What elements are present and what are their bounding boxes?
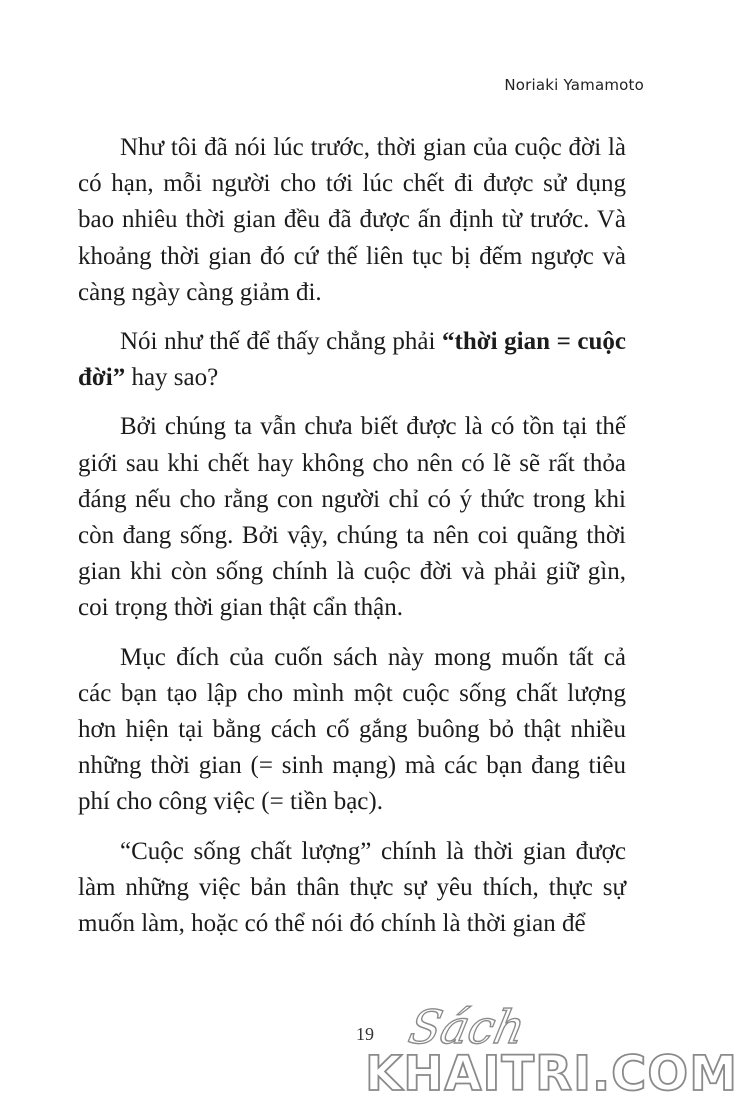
paragraph-1: Như tôi đã nói lúc trước, thời gian của cuộc đời là có hạn, mỗi người cho tới lúc chết đi được sử dụng bao nhiêu thời gian đều đã được ấn định từ trước. Và khoảng thời gian đó cứ thế liên tục bị đếm ngược và càng ngày càng giảm đi. [78, 134, 626, 306]
paragraph-2-emphasis: “thời gian = cuộc đời” [78, 328, 626, 392]
paragraph-5: “Cuộc sống chất lượng” chính là thời gian được làm những việc bản thân thực sự yêu thích, thực sự muốn làm, hoặc có thể nói đó chính là thời gian để [78, 837, 626, 938]
body-text [78, 130, 626, 955]
paragraph-2-lead: Nói như thế để thấy chẳng phải [120, 328, 443, 356]
page-number: 19 [356, 1024, 374, 1044]
watermark-block-text: KHAITRI.COM [365, 1046, 738, 1102]
paragraph-3: Bởi chúng ta vẫn chưa biết được là có tồn tại thế giới sau khi chết hay không cho nên có lẽ sẽ rất thỏa đáng nếu cho rằng con người chỉ có ý thức trong khi còn đang sống. Bởi vậy, chúng ta nên coi quãng thời gian khi còn sống chính là cuộc đời và phải giữ gìn, coi trọng thời gian thật cẩn thận. [78, 413, 626, 622]
paragraph-2-tail: hay sao? [125, 364, 219, 392]
running-header: Noriaki Yamamoto [504, 76, 644, 94]
paragraph-4: Mục đích của cuốn sách này mong muốn tất cả các bạn tạo lập cho mình một cuộc sống chất lượng hơn hiện tại bằng cách cố gắng buông bỏ thật nhiều những thời gian (= sinh mạng) mà các bạn đang tiêu phí cho công việc (= tiền bạc). [78, 643, 626, 816]
paragraph-2 [78, 324, 626, 396]
watermark-script-text: Sách [404, 1000, 531, 1054]
